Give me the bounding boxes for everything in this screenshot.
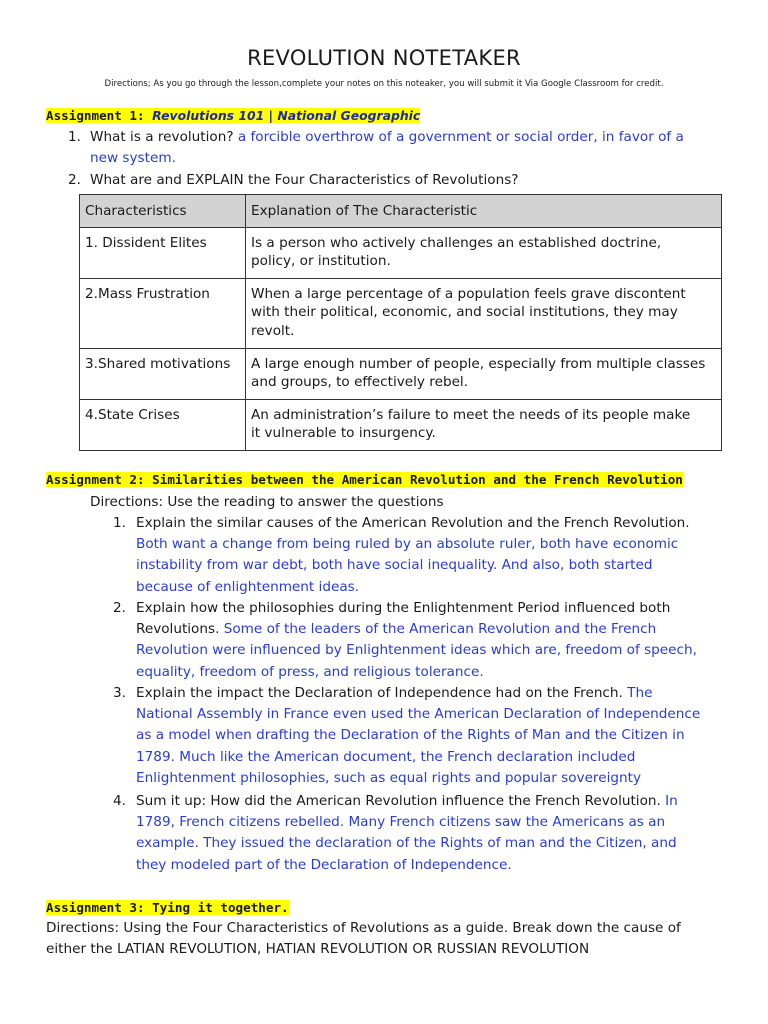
characteristic-explanation [246,227,722,278]
assignment-1-subtitle: Revolutions 101 | National Geographic [152,108,421,123]
question-1-answer-cont: new system. [90,150,176,167]
question-text: Explain the similar causes of the American Revolution and the French Revolution. [136,515,690,531]
characteristic-name: 1. Dissident Elites [80,227,246,278]
explanation-line: and groups, to effectively rebel. [251,374,469,391]
answer-text: example. They issued the declaration of the Rights of man and the Citizen, and [136,835,677,852]
assignment-2-item [136,598,736,683]
answer-text: they modeled part of the Declaration of Independence. [136,856,512,873]
explanation-line: policy, or institution. [251,253,391,270]
assignment-1-label: Assignment 1: [46,108,145,123]
assignment-2-heading [46,472,683,487]
assignment-1-heading [46,108,420,123]
characteristic-explanation [246,348,722,399]
table-row [80,278,722,348]
explanation-line: with their political, economic, and social institutions, they may [251,304,678,321]
characteristics-table [79,194,722,451]
question-number: 1. [68,129,81,145]
question-1-text: What is a revolution? [90,129,234,145]
item-number: 3. [113,685,126,701]
directions-line: either the LATIAN REVOLUTION, HATIAN REVOLUTION OR RUSSIAN REVOLUTION [46,941,590,958]
question-1-answer: a forcible overthrow of a government or social order, in favor of a [237,129,684,145]
answer-text: instability from war debt, both have social inequality. And also, both started [136,557,653,574]
table-header-cell: Explanation of The Characteristic [246,195,722,228]
characteristic-explanation [246,399,722,450]
question-text: Sum it up: How did the American Revolution influence the French Revolution. [136,793,661,809]
answer-text: In [665,793,678,809]
assignment-3-directions [46,918,746,960]
top-directions: Directions; As you go through the lesson,complete your notes on this noteaker, you will submit it Via Google Classroom for credit. [104,79,664,89]
item-number: 1. [113,515,126,531]
explanation-line: A large enough number of people, especially from multiple classes [251,355,706,372]
answer-text: 1789, French citizens rebelled. Many French citizens saw the Americans as an [136,814,666,831]
question-text: Revolutions. [136,621,220,638]
characteristic-explanation [246,278,722,348]
table-row [80,227,722,278]
question-text: Explain the impact the Declaration of Independence had on the French. [136,685,623,701]
item-number: 4. [113,793,126,809]
answer-text: because of enlightenment ideas. [136,578,360,595]
characteristic-name: 3.Shared motivations [80,348,246,399]
answer-text: 1789. Much like the American document, the French declaration included [136,748,636,765]
assignment-3-heading [46,900,289,915]
question-2: What are and EXPLAIN the Four Characteristics of Revolutions? [90,172,519,188]
question-number: 2. [68,172,81,188]
explanation-line: revolt. [251,322,295,339]
answer-text: Revolution were influenced by Enlightenment ideas which are, freedom of speech, [136,642,697,659]
question-1 [90,127,740,169]
table-row [80,399,722,450]
table-header-cell: Characteristics [80,195,246,228]
question-text: Explain how the philosophies during the Enlightenment Period influenced both [136,600,671,616]
page-title: REVOLUTION NOTETAKER [247,46,521,70]
assignment-2-item [136,791,736,876]
directions-line: Directions: Using the Four Characteristics of Revolutions as a guide. Break down the cause of [46,920,681,936]
answer-text: Some of the leaders of the American Revolution and the French [223,621,657,638]
answer-text: National Assembly in France even used the American Declaration of Independence [136,706,701,723]
characteristic-name: 4.State Crises [80,399,246,450]
explanation-line: When a large percentage of a population feels grave discontent [251,285,686,302]
assignment-2-directions: Directions: Use the reading to answer the questions [90,494,444,510]
assignment-2-item [136,513,736,598]
answer-text: as a model when drafting the Declaration of the Rights of Man and the Citizen in [136,727,685,744]
explanation-line: Is a person who actively challenges an established doctrine, [251,234,662,251]
answer-text: The [627,685,653,701]
answer-text: equality, freedom of press, and religious tolerance. [136,663,484,680]
item-number: 2. [113,600,126,616]
explanation-line: it vulnerable to insurgency. [251,425,436,442]
assignment-2-heading-text: Assignment 2: Similarities between the American Revolution and the French Revolution [46,472,683,487]
answer-text: Both want a change from being ruled by an absolute ruler, both have economic [136,536,679,553]
explanation-line: An administration’s failure to meet the needs of its people make [251,406,691,423]
table-header-row [80,195,722,228]
assignment-2-item [136,683,736,789]
characteristic-name: 2.Mass Frustration [80,278,246,348]
answer-text: Enlightenment philosophies, such as equal rights and popular sovereignty [136,769,641,786]
assignment-3-heading-text: Assignment 3: Tying it together. [46,900,289,915]
table-row [80,348,722,399]
